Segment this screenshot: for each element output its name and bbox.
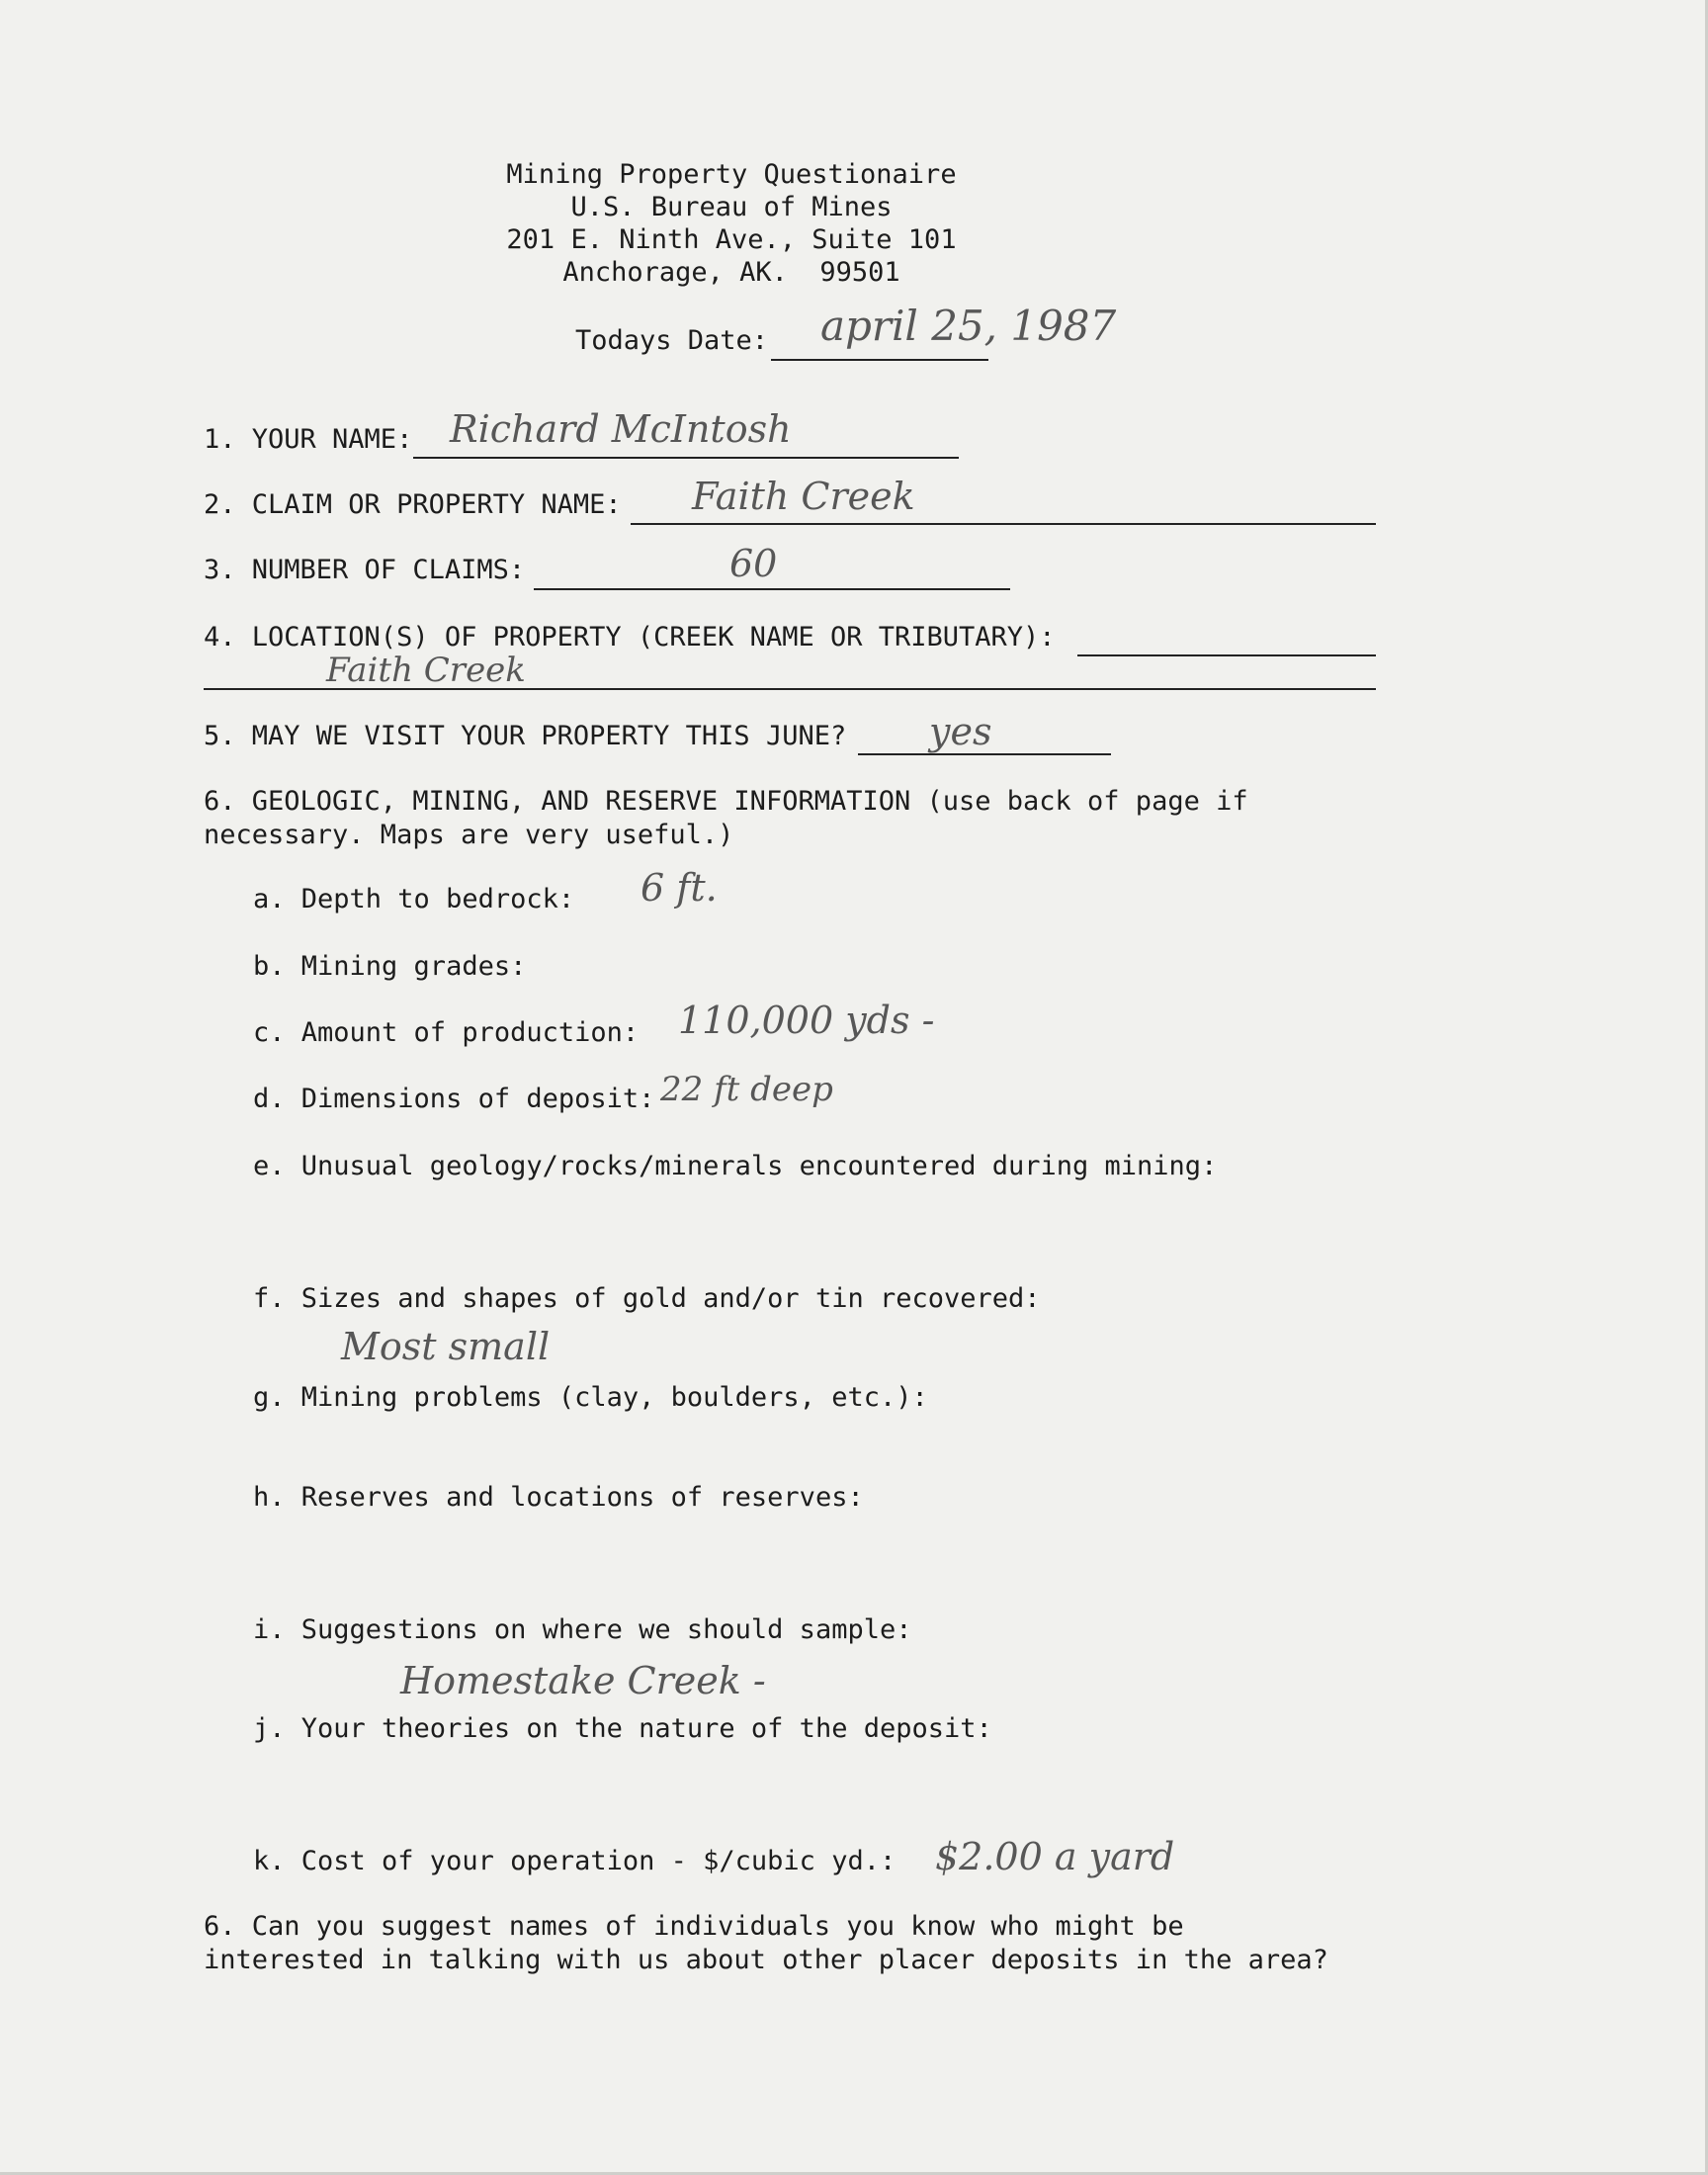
q1-answer: Richard McIntosh bbox=[450, 407, 792, 451]
q6c-answer: 110,000 yds - bbox=[678, 999, 935, 1042]
q2-label: 2. CLAIM OR PROPERTY NAME: bbox=[204, 489, 622, 520]
q6d-answer: 22 ft deep bbox=[660, 1070, 833, 1109]
q6-label-line1: 6. GEOLOGIC, MINING, AND RESERVE INFORMATION (use back of page if bbox=[204, 786, 1248, 817]
q3-label: 3. NUMBER OF CLAIMS: bbox=[204, 555, 526, 585]
q6-label-line2: necessary. Maps are very useful.) bbox=[204, 820, 734, 850]
q6i-label: i. Suggestions on where we should sample: bbox=[253, 1614, 912, 1645]
q3-field-line bbox=[534, 588, 1010, 590]
q1-label: 1. YOUR NAME: bbox=[204, 424, 413, 455]
date-label: Todays Date: bbox=[575, 325, 769, 356]
date-field-line bbox=[771, 359, 988, 361]
q6f-answer: Most small bbox=[341, 1325, 551, 1368]
form-organization: U.S. Bureau of Mines bbox=[570, 192, 893, 222]
q3-answer: 60 bbox=[729, 542, 778, 585]
q6h-label: h. Reserves and locations of reserves: bbox=[253, 1482, 864, 1513]
q6k-label: k. Cost of your operation - $/cubic yd.: bbox=[253, 1846, 897, 1876]
q6b-label: b. Mining grades: bbox=[253, 951, 527, 982]
q4-field-line-1 bbox=[1077, 654, 1376, 656]
q6i-answer: Homestake Creek - bbox=[400, 1659, 766, 1702]
date-value: april 25, 1987 bbox=[820, 302, 1117, 350]
q2-answer: Faith Creek bbox=[692, 475, 915, 518]
q6d-label: d. Dimensions of deposit: bbox=[253, 1084, 655, 1114]
q6k-answer: $2.00 a yard bbox=[935, 1835, 1175, 1878]
form-address: 201 E. Ninth Ave., Suite 101 bbox=[506, 224, 957, 255]
form-title: Mining Property Questionaire bbox=[506, 159, 957, 190]
q6a-answer: 6 ft. bbox=[640, 866, 718, 910]
q6g-label: g. Mining problems (clay, boulders, etc.): bbox=[253, 1382, 928, 1413]
q2-field-line bbox=[631, 523, 1376, 525]
q1-field-line bbox=[413, 457, 959, 459]
q4-answer: Faith Creek bbox=[326, 651, 526, 690]
q7-label-line2: interested in talking with us about other placer deposits in the area? bbox=[204, 1945, 1328, 1975]
q6a-label: a. Depth to bedrock: bbox=[253, 884, 575, 914]
q6j-label: j. Your theories on the nature of the deposit: bbox=[253, 1713, 992, 1744]
q6f-label: f. Sizes and shapes of gold and/or tin recovered: bbox=[253, 1283, 1041, 1314]
q5-answer: yes bbox=[929, 710, 992, 753]
q6e-label: e. Unusual geology/rocks/minerals encountered during mining: bbox=[253, 1151, 1218, 1181]
q5-field-line bbox=[858, 753, 1111, 755]
form-city: Anchorage, AK. 99501 bbox=[562, 257, 900, 288]
q4-label: 4. LOCATION(S) OF PROPERTY (CREEK NAME OR TRIBUTARY): bbox=[204, 622, 1056, 652]
q5-label: 5. MAY WE VISIT YOUR PROPERTY THIS JUNE? bbox=[204, 721, 847, 751]
q6c-label: c. Amount of production: bbox=[253, 1017, 640, 1048]
q7-label-line1: 6. Can you suggest names of individuals you know who might be bbox=[204, 1911, 1184, 1942]
